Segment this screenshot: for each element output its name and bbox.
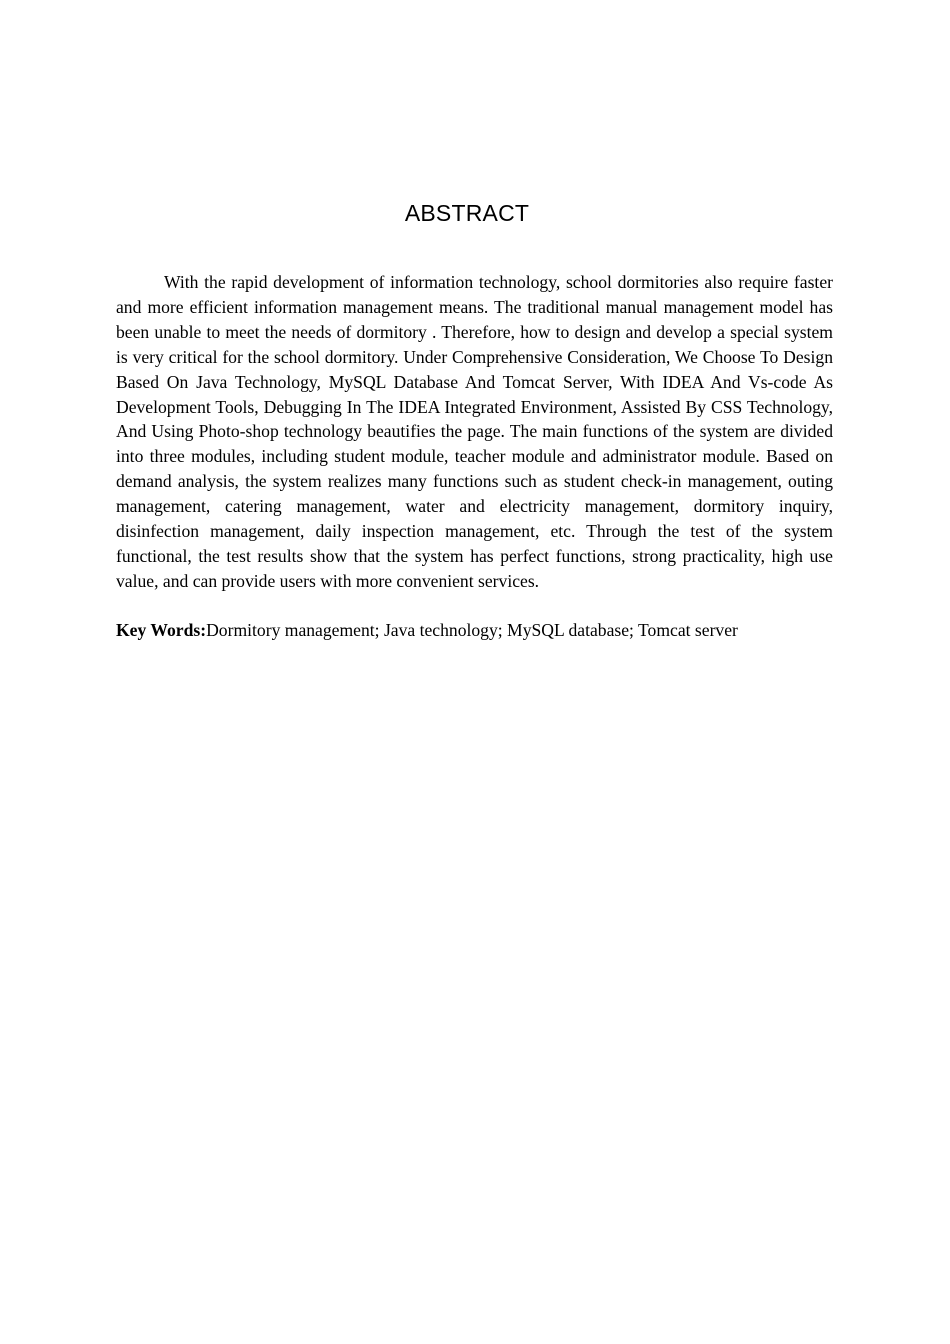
- abstract-heading: ABSTRACT: [404, 200, 530, 226]
- keywords-label: Key Words:: [116, 620, 207, 640]
- abstract-paragraph: With the rapid development of information technology, school dormitories also require faster and more efficient information management means. The traditional manual management model has been unable to meet the needs of dormitory . Therefore, how to design and develop a special system is very critical for the school dormitory. Under Comprehensive Consideration, We Choose To Design Based On Java Technology, MySQL Database And Tomcat Server, With IDEA And Vs-code As Development Tools, Debugging In The IDEA Integrated Environment, Assisted By CSS Technology, And Using Photo-shop technology beautifies the page. The main functions of the system are divided into three modules, including student module, teacher module and administrator module. Based on demand analysis, the system realizes many functions such as student check-in management, outing management, catering management, water and electricity management, dormitory inquiry, disinfection management, daily inspection management, etc. Through the test of the system functional, the test results show that the system has perfect functions, strong practicality, high use value, and can provide users with more convenient services.: [116, 272, 833, 591]
- keywords-line: [116, 618, 856, 643]
- keywords-text: Dormitory management; Java technology; MySQL database; Tomcat server: [206, 620, 738, 640]
